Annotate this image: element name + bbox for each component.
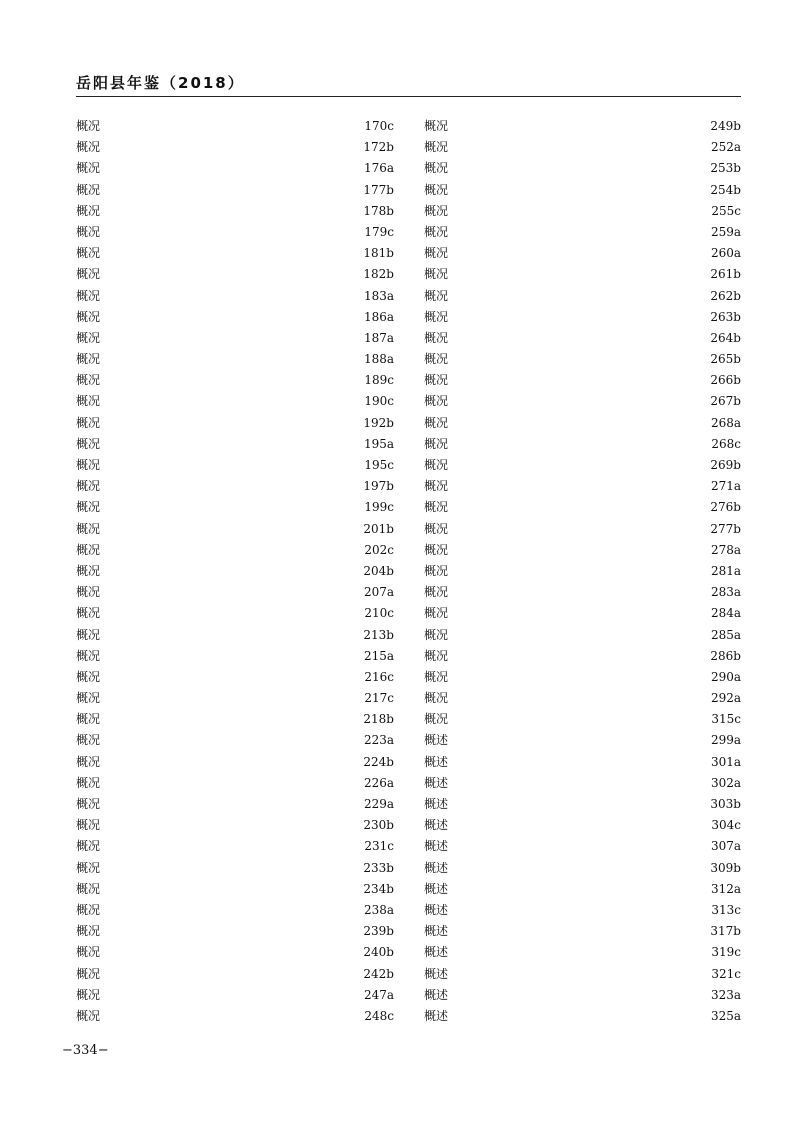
index-entry — [424, 434, 741, 455]
entry-label: 概况 — [76, 839, 101, 854]
entry-label: 概述 — [424, 924, 449, 939]
entry-label: 概况 — [424, 246, 449, 261]
entry-page-ref: 176a — [363, 161, 394, 176]
entry-page-ref: 224b — [363, 754, 394, 769]
entry-label: 概况 — [76, 648, 101, 663]
entry-label: 概况 — [424, 309, 449, 324]
entry-label: 概况 — [76, 902, 101, 917]
index-entry — [424, 137, 741, 158]
index-entry — [424, 561, 741, 582]
entry-label: 概况 — [76, 288, 101, 303]
entry-page-ref: 259a — [710, 224, 741, 239]
index-entry — [424, 349, 741, 370]
entry-label: 概况 — [76, 161, 101, 176]
index-entry — [424, 646, 741, 667]
entry-label: 概况 — [76, 140, 101, 155]
entry-label: 概况 — [424, 521, 449, 536]
entry-label: 概述 — [424, 733, 449, 748]
entry-page-ref: 248c — [364, 1008, 394, 1023]
entry-page-ref: 192b — [363, 415, 394, 430]
entry-page-ref: 284a — [710, 606, 741, 621]
index-entry — [424, 985, 741, 1006]
entry-page-ref: 269b — [710, 458, 741, 472]
index-entry — [424, 476, 741, 497]
entry-label: 概况 — [76, 627, 101, 642]
entry-page-ref: 202c — [364, 542, 394, 557]
entry-page-ref: 233b — [363, 860, 394, 875]
index-column-left — [76, 116, 394, 1027]
entry-page-ref: 207a — [363, 585, 394, 600]
entry-label: 概况 — [424, 436, 449, 451]
entry-page-ref: 247a — [363, 987, 394, 1002]
index-entry — [424, 243, 741, 264]
index-entry — [424, 625, 741, 646]
index-entry — [76, 836, 394, 857]
entry-page-ref: 301a — [710, 754, 741, 769]
entry-label: 概述 — [424, 881, 449, 896]
index-entry — [76, 243, 394, 264]
entry-page-ref: 195c — [364, 458, 394, 472]
entry-label: 概况 — [424, 203, 449, 218]
running-header — [76, 70, 741, 97]
entry-label: 概况 — [76, 521, 101, 536]
entry-label: 概况 — [76, 182, 101, 197]
entry-page-ref: 319c — [711, 945, 741, 960]
entry-page-ref: 271a — [710, 479, 741, 494]
index-entry — [424, 688, 741, 709]
index-entry — [76, 730, 394, 751]
entry-page-ref: 281a — [710, 563, 741, 578]
entry-page-ref: 229a — [363, 797, 394, 811]
index-entry — [76, 1006, 394, 1027]
entry-page-ref: 286b — [710, 648, 741, 663]
index-entry — [76, 752, 394, 773]
entry-page-ref: 234b — [363, 881, 394, 896]
entry-page-ref: 263b — [710, 309, 741, 324]
entry-label: 概况 — [76, 458, 101, 472]
entry-label: 概况 — [76, 818, 101, 833]
index-entry — [76, 667, 394, 688]
index-entry — [424, 519, 741, 540]
entry-page-ref: 217c — [364, 691, 394, 706]
index-entry — [76, 858, 394, 879]
entry-label: 概况 — [424, 479, 449, 494]
entry-label: 概况 — [76, 924, 101, 939]
entry-label: 概况 — [76, 860, 101, 875]
entry-page-ref: 264b — [710, 330, 741, 345]
entry-page-ref: 299a — [710, 733, 741, 748]
entry-label: 概况 — [76, 987, 101, 1002]
entry-page-ref: 179c — [364, 224, 394, 239]
entry-page-ref: 315c — [711, 712, 741, 727]
entry-label: 概况 — [76, 966, 101, 981]
entry-label: 概况 — [76, 563, 101, 578]
index-entry — [424, 540, 741, 561]
entry-page-ref: 261b — [710, 267, 741, 282]
index-entry — [76, 158, 394, 179]
index-entry — [424, 201, 741, 222]
index-entry — [76, 603, 394, 624]
entry-page-ref: 195a — [363, 436, 394, 451]
entry-page-ref: 283a — [710, 585, 741, 600]
entry-label: 概况 — [424, 182, 449, 197]
entry-label: 概况 — [76, 691, 101, 706]
entry-page-ref: 242b — [363, 966, 394, 981]
index-entry — [424, 794, 741, 815]
entry-page-ref: 187a — [363, 330, 394, 345]
entry-label: 概述 — [424, 818, 449, 833]
entry-label: 概况 — [76, 1008, 101, 1023]
index-entry — [76, 921, 394, 942]
index-entry — [424, 900, 741, 921]
entry-page-ref: 204b — [363, 563, 394, 578]
entry-page-ref: 292a — [710, 691, 741, 706]
index-entry — [76, 391, 394, 412]
entry-page-ref: 313c — [711, 902, 741, 917]
entry-label: 概况 — [76, 585, 101, 600]
index-entry — [76, 942, 394, 963]
entry-page-ref: 317b — [710, 924, 741, 939]
entry-page-ref: 267b — [710, 394, 741, 409]
entry-label: 概况 — [76, 500, 101, 515]
index-entry — [424, 942, 741, 963]
index-entry — [424, 709, 741, 730]
index-entry — [424, 413, 741, 434]
index-entry — [424, 582, 741, 603]
index-entry — [76, 286, 394, 307]
entry-label: 概况 — [76, 542, 101, 557]
entry-page-ref: 190c — [364, 394, 394, 409]
index-entry — [76, 497, 394, 518]
entry-label: 概况 — [424, 330, 449, 345]
entry-label: 概况 — [424, 563, 449, 578]
header-title: 岳阳县年鉴（2018） — [76, 74, 245, 92]
index-entry — [424, 180, 741, 201]
index-entry — [424, 773, 741, 794]
index-entry — [76, 625, 394, 646]
entry-label: 概况 — [76, 754, 101, 769]
index-entry — [424, 667, 741, 688]
index-entry — [76, 985, 394, 1006]
index-entry — [76, 476, 394, 497]
entry-label: 概况 — [424, 712, 449, 727]
entry-label: 概况 — [76, 309, 101, 324]
entry-label: 概况 — [76, 606, 101, 621]
index-entry — [424, 391, 741, 412]
entry-page-ref: 201b — [363, 521, 394, 536]
index-entry — [76, 519, 394, 540]
entry-label: 概况 — [76, 797, 101, 811]
index-entry — [76, 561, 394, 582]
index-entry — [424, 158, 741, 179]
entry-page-ref: 216c — [364, 669, 394, 684]
index-entry — [76, 201, 394, 222]
page-number: −334− — [62, 1043, 109, 1058]
index-entry — [76, 370, 394, 391]
index-entry — [424, 752, 741, 773]
entry-label: 概况 — [76, 119, 101, 133]
index-entry — [76, 709, 394, 730]
entry-label: 概况 — [76, 330, 101, 345]
entry-label: 概述 — [424, 797, 449, 811]
entry-page-ref: 290a — [710, 669, 741, 684]
index-column-right — [424, 116, 741, 1027]
entry-label: 概况 — [76, 415, 101, 430]
index-entry — [76, 540, 394, 561]
index-entry — [76, 688, 394, 709]
entry-label: 概述 — [424, 987, 449, 1002]
entry-page-ref: 321c — [711, 966, 741, 981]
entry-label: 概况 — [76, 733, 101, 748]
entry-label: 概况 — [76, 712, 101, 727]
entry-label: 概况 — [424, 161, 449, 176]
entry-label: 概况 — [424, 648, 449, 663]
entry-page-ref: 231c — [364, 839, 394, 854]
entry-page-ref: 255c — [711, 203, 741, 218]
entry-page-ref: 303b — [710, 797, 741, 811]
entry-page-ref: 307a — [710, 839, 741, 854]
index-entry — [424, 858, 741, 879]
entry-label: 概况 — [76, 373, 101, 388]
entry-label: 概况 — [424, 627, 449, 642]
index-entry — [424, 328, 741, 349]
entry-label: 概述 — [424, 839, 449, 854]
entry-page-ref: 197b — [363, 479, 394, 494]
entry-label: 概况 — [424, 669, 449, 684]
entry-label: 概况 — [424, 458, 449, 472]
index-entry — [424, 455, 741, 476]
entry-page-ref: 181b — [363, 246, 394, 261]
index-entry — [76, 900, 394, 921]
entry-page-ref: 278a — [710, 542, 741, 557]
index-entry — [76, 328, 394, 349]
entry-label: 概况 — [424, 140, 449, 155]
index-entry — [424, 116, 741, 137]
entry-label: 概况 — [76, 352, 101, 367]
entry-page-ref: 188a — [363, 352, 394, 367]
entry-page-ref: 323a — [710, 987, 741, 1002]
index-entry — [424, 222, 741, 243]
index-entry — [76, 879, 394, 900]
entry-label: 概况 — [76, 436, 101, 451]
entry-label: 概况 — [76, 669, 101, 684]
index-entry — [76, 964, 394, 985]
index-entry — [424, 879, 741, 900]
index-entry — [76, 349, 394, 370]
index-entry — [424, 836, 741, 857]
entry-label: 概况 — [424, 500, 449, 515]
index-entry — [76, 646, 394, 667]
index-entry — [76, 434, 394, 455]
entry-page-ref: 252a — [710, 140, 741, 155]
entry-page-ref: 218b — [363, 712, 394, 727]
entry-label: 概况 — [424, 585, 449, 600]
entry-label: 概述 — [424, 902, 449, 917]
entry-page-ref: 177b — [363, 182, 394, 197]
entry-label: 概况 — [424, 373, 449, 388]
index-entry — [76, 815, 394, 836]
entry-page-ref: 265b — [710, 352, 741, 367]
entry-label: 概述 — [424, 860, 449, 875]
index-entry — [424, 730, 741, 751]
entry-label: 概况 — [424, 542, 449, 557]
entry-page-ref: 254b — [710, 182, 741, 197]
index-entry — [76, 794, 394, 815]
index-entry — [424, 370, 741, 391]
entry-page-ref: 178b — [363, 203, 394, 218]
entry-page-ref: 239b — [363, 924, 394, 939]
entry-label: 概况 — [424, 224, 449, 239]
index-entry — [424, 264, 741, 285]
entry-page-ref: 249b — [710, 119, 741, 133]
index-entry — [76, 264, 394, 285]
index-entry — [76, 307, 394, 328]
entry-page-ref: 172b — [363, 140, 394, 155]
index-entry — [424, 307, 741, 328]
entry-page-ref: 170c — [364, 119, 394, 133]
entry-page-ref: 213b — [363, 627, 394, 642]
entry-label: 概述 — [424, 966, 449, 981]
entry-label: 概况 — [424, 352, 449, 367]
entry-label: 概述 — [424, 754, 449, 769]
entry-label: 概况 — [76, 775, 101, 790]
entry-page-ref: 210c — [364, 606, 394, 621]
entry-page-ref: 199c — [364, 500, 394, 515]
entry-label: 概况 — [424, 415, 449, 430]
index-entry — [76, 116, 394, 137]
entry-page-ref: 325a — [710, 1008, 741, 1023]
entry-label: 概况 — [424, 288, 449, 303]
entry-page-ref: 223a — [363, 733, 394, 748]
entry-page-ref: 189c — [364, 373, 394, 388]
entry-label: 概况 — [76, 479, 101, 494]
entry-label: 概述 — [424, 775, 449, 790]
index-entry — [76, 455, 394, 476]
entry-page-ref: 268c — [711, 436, 741, 451]
entry-page-ref: 186a — [363, 309, 394, 324]
index-entry — [76, 222, 394, 243]
entry-label: 概况 — [76, 224, 101, 239]
entry-page-ref: 268a — [710, 415, 741, 430]
entry-label: 概况 — [424, 606, 449, 621]
entry-page-ref: 183a — [363, 288, 394, 303]
index-entry — [76, 582, 394, 603]
entry-page-ref: 260a — [710, 246, 741, 261]
entry-label: 概况 — [76, 945, 101, 960]
entry-page-ref: 302a — [710, 775, 741, 790]
entry-page-ref: 238a — [363, 902, 394, 917]
index-entry — [76, 180, 394, 201]
entry-label: 概况 — [424, 691, 449, 706]
entry-label: 概况 — [424, 119, 449, 133]
index-entry — [76, 413, 394, 434]
entry-page-ref: 276b — [710, 500, 741, 515]
index-entry — [424, 497, 741, 518]
index-entry — [424, 286, 741, 307]
entry-page-ref: 182b — [363, 267, 394, 282]
entry-label: 概况 — [424, 394, 449, 409]
entry-page-ref: 253b — [710, 161, 741, 176]
index-entry — [76, 137, 394, 158]
entry-label: 概述 — [424, 1008, 449, 1023]
index-entry — [424, 603, 741, 624]
index-entry — [424, 1006, 741, 1027]
entry-page-ref: 285a — [710, 627, 741, 642]
entry-label: 概况 — [76, 246, 101, 261]
entry-page-ref: 277b — [710, 521, 741, 536]
entry-label: 概况 — [424, 267, 449, 282]
entry-label: 概况 — [76, 203, 101, 218]
entry-page-ref: 309b — [710, 860, 741, 875]
entry-page-ref: 215a — [363, 648, 394, 663]
entry-page-ref: 230b — [363, 818, 394, 833]
entry-page-ref: 266b — [710, 373, 741, 388]
entry-page-ref: 262b — [710, 288, 741, 303]
entry-label: 概况 — [76, 267, 101, 282]
entry-page-ref: 240b — [363, 945, 394, 960]
entry-label: 概况 — [76, 394, 101, 409]
index-entry — [424, 921, 741, 942]
entry-page-ref: 312a — [710, 881, 741, 896]
index-entry — [424, 815, 741, 836]
entry-label: 概况 — [76, 881, 101, 896]
index-entry — [424, 964, 741, 985]
entry-page-ref: 304c — [711, 818, 741, 833]
entry-page-ref: 226a — [363, 775, 394, 790]
entry-label: 概述 — [424, 945, 449, 960]
index-entry — [76, 773, 394, 794]
